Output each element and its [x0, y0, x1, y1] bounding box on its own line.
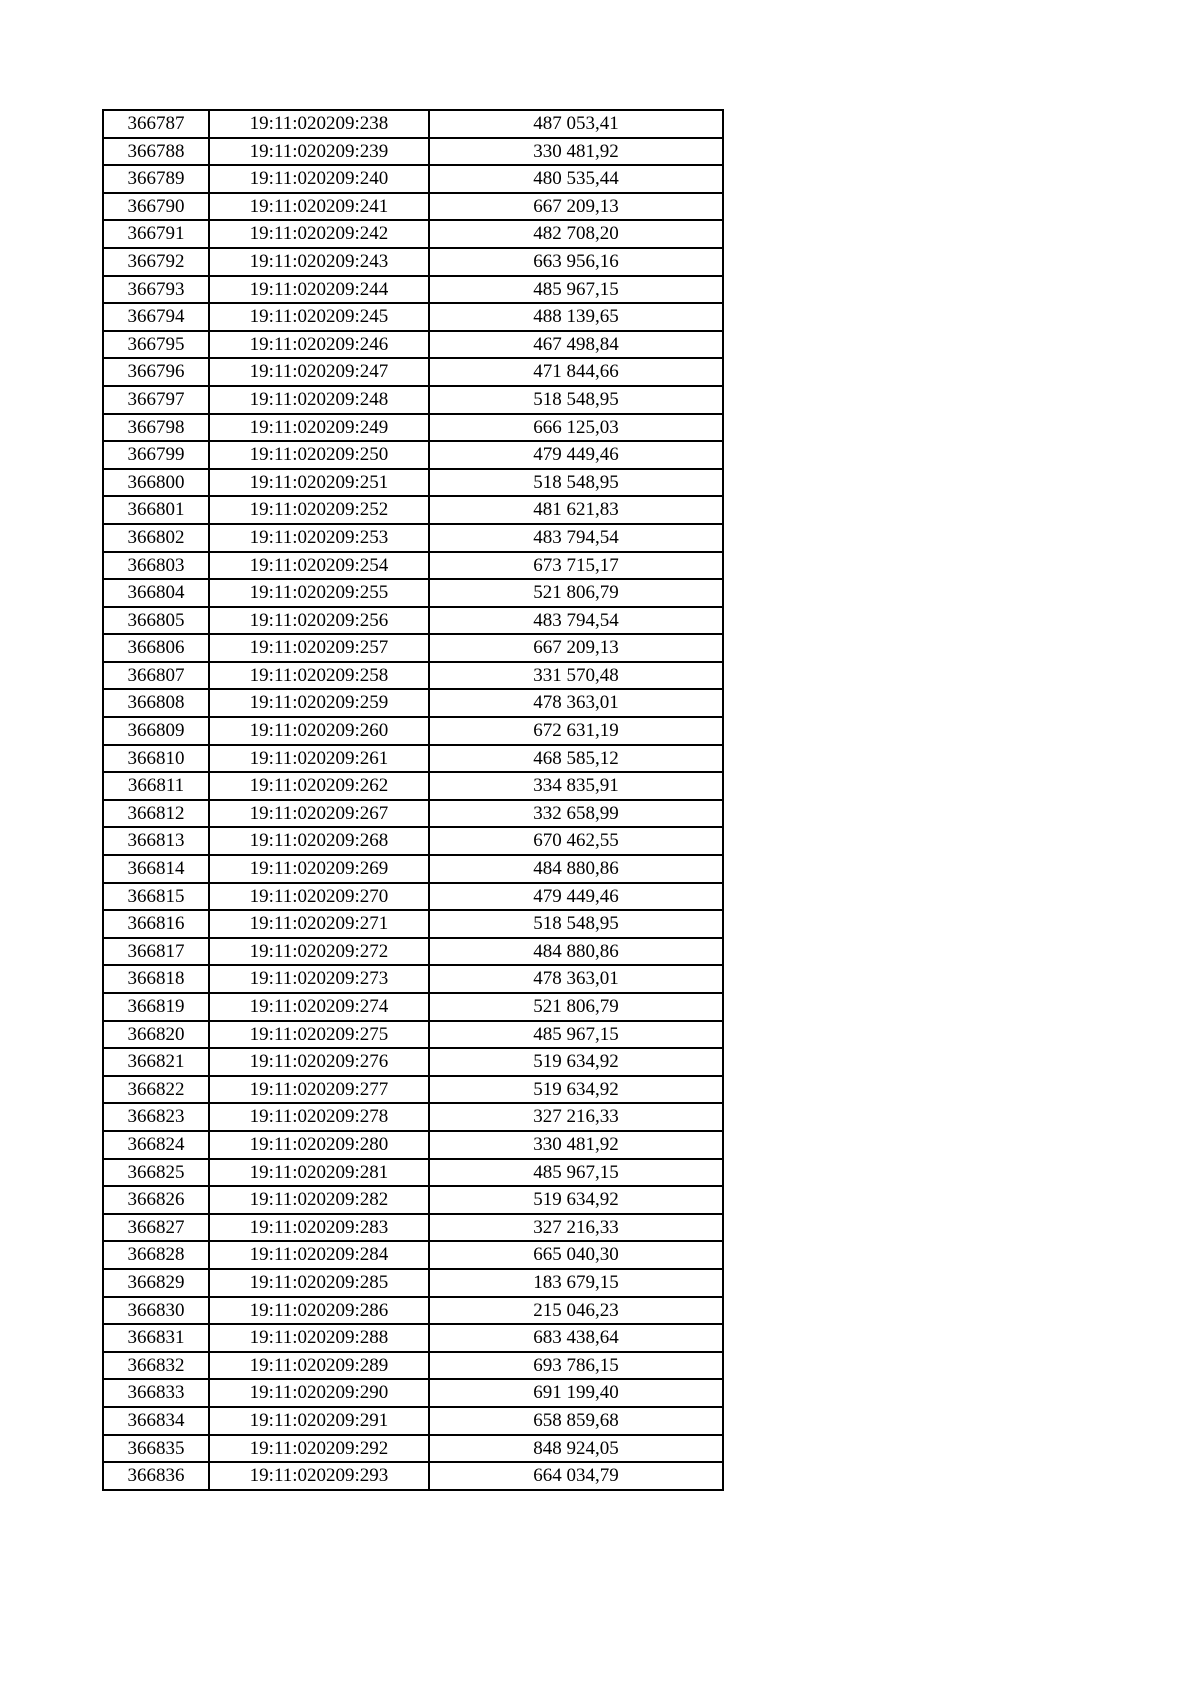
amount-cell: 518 548,95 — [429, 469, 723, 497]
table-row — [103, 1159, 723, 1187]
table-row — [103, 1021, 723, 1049]
amount-cell: 666 125,03 — [429, 414, 723, 442]
cadastral-number-cell: 19:11:020209:293 — [209, 1462, 429, 1490]
row-id-cell: 366807 — [103, 662, 209, 690]
amount-cell: 665 040,30 — [429, 1241, 723, 1269]
amount-cell: 334 835,91 — [429, 772, 723, 800]
table-row — [103, 331, 723, 359]
row-id-cell: 366788 — [103, 138, 209, 166]
amount-cell: 332 658,99 — [429, 800, 723, 828]
cadastral-number-cell: 19:11:020209:285 — [209, 1269, 429, 1297]
amount-cell: 519 634,92 — [429, 1048, 723, 1076]
cadastral-number-cell: 19:11:020209:268 — [209, 827, 429, 855]
amount-cell: 215 046,23 — [429, 1297, 723, 1325]
amount-cell: 479 449,46 — [429, 883, 723, 911]
cadastral-number-cell: 19:11:020209:259 — [209, 689, 429, 717]
table-row — [103, 552, 723, 580]
cadastral-number-cell: 19:11:020209:274 — [209, 993, 429, 1021]
amount-cell: 481 621,83 — [429, 496, 723, 524]
table-row — [103, 358, 723, 386]
row-id-cell: 366814 — [103, 855, 209, 883]
row-id-cell: 366819 — [103, 993, 209, 1021]
row-id-cell: 366817 — [103, 938, 209, 966]
table-row — [103, 303, 723, 331]
cadastral-number-cell: 19:11:020209:275 — [209, 1021, 429, 1049]
table-row — [103, 883, 723, 911]
table-row — [103, 1269, 723, 1297]
table-row — [103, 607, 723, 635]
amount-cell: 467 498,84 — [429, 331, 723, 359]
amount-cell: 521 806,79 — [429, 579, 723, 607]
row-id-cell: 366791 — [103, 220, 209, 248]
row-id-cell: 366794 — [103, 303, 209, 331]
cadastral-number-cell: 19:11:020209:241 — [209, 193, 429, 221]
row-id-cell: 366832 — [103, 1352, 209, 1380]
row-id-cell: 366822 — [103, 1076, 209, 1104]
amount-cell: 683 438,64 — [429, 1324, 723, 1352]
amount-cell: 518 548,95 — [429, 386, 723, 414]
row-id-cell: 366797 — [103, 386, 209, 414]
cadastral-number-cell: 19:11:020209:292 — [209, 1435, 429, 1463]
row-id-cell: 366831 — [103, 1324, 209, 1352]
row-id-cell: 366827 — [103, 1214, 209, 1242]
row-id-cell: 366818 — [103, 965, 209, 993]
cadastral-number-cell: 19:11:020209:242 — [209, 220, 429, 248]
table-row — [103, 165, 723, 193]
row-id-cell: 366806 — [103, 634, 209, 662]
row-id-cell: 366813 — [103, 827, 209, 855]
amount-cell: 670 462,55 — [429, 827, 723, 855]
amount-cell: 693 786,15 — [429, 1352, 723, 1380]
row-id-cell: 366828 — [103, 1241, 209, 1269]
table-row — [103, 1462, 723, 1490]
row-id-cell: 366812 — [103, 800, 209, 828]
table-row — [103, 469, 723, 497]
cadastral-number-cell: 19:11:020209:258 — [209, 662, 429, 690]
table-row — [103, 1407, 723, 1435]
cadastral-number-cell: 19:11:020209:247 — [209, 358, 429, 386]
cadastral-number-cell: 19:11:020209:239 — [209, 138, 429, 166]
cadastral-number-cell: 19:11:020209:273 — [209, 965, 429, 993]
cadastral-number-cell: 19:11:020209:288 — [209, 1324, 429, 1352]
table-row — [103, 110, 723, 138]
table-row — [103, 1048, 723, 1076]
amount-cell: 331 570,48 — [429, 662, 723, 690]
cadastral-number-cell: 19:11:020209:280 — [209, 1131, 429, 1159]
cadastral-number-cell: 19:11:020209:255 — [209, 579, 429, 607]
amount-cell: 485 967,15 — [429, 1021, 723, 1049]
row-id-cell: 366823 — [103, 1103, 209, 1131]
cadastral-number-cell: 19:11:020209:270 — [209, 883, 429, 911]
row-id-cell: 366790 — [103, 193, 209, 221]
cadastral-number-cell: 19:11:020209:240 — [209, 165, 429, 193]
row-id-cell: 366816 — [103, 910, 209, 938]
table-row — [103, 1379, 723, 1407]
cadastral-number-cell: 19:11:020209:253 — [209, 524, 429, 552]
amount-cell: 485 967,15 — [429, 1159, 723, 1187]
cadastral-number-cell: 19:11:020209:284 — [209, 1241, 429, 1269]
cadastral-number-cell: 19:11:020209:283 — [209, 1214, 429, 1242]
amount-cell: 658 859,68 — [429, 1407, 723, 1435]
table-row — [103, 634, 723, 662]
amount-cell: 330 481,92 — [429, 138, 723, 166]
row-id-cell: 366796 — [103, 358, 209, 386]
amount-cell: 848 924,05 — [429, 1435, 723, 1463]
cadastral-number-cell: 19:11:020209:289 — [209, 1352, 429, 1380]
cadastral-number-cell: 19:11:020209:244 — [209, 276, 429, 304]
table-row — [103, 276, 723, 304]
amount-cell: 483 794,54 — [429, 607, 723, 635]
cadastral-number-cell: 19:11:020209:267 — [209, 800, 429, 828]
table-row — [103, 1103, 723, 1131]
row-id-cell: 366787 — [103, 110, 209, 138]
row-id-cell: 366799 — [103, 441, 209, 469]
row-id-cell: 366835 — [103, 1435, 209, 1463]
row-id-cell: 366804 — [103, 579, 209, 607]
table-row — [103, 827, 723, 855]
table-row — [103, 1297, 723, 1325]
row-id-cell: 366792 — [103, 248, 209, 276]
table-row — [103, 662, 723, 690]
table-row — [103, 910, 723, 938]
cadastral-number-cell: 19:11:020209:281 — [209, 1159, 429, 1187]
cadastral-number-cell: 19:11:020209:271 — [209, 910, 429, 938]
table-row — [103, 386, 723, 414]
row-id-cell: 366829 — [103, 1269, 209, 1297]
cadastral-number-cell: 19:11:020209:291 — [209, 1407, 429, 1435]
row-id-cell: 366801 — [103, 496, 209, 524]
amount-cell: 484 880,86 — [429, 938, 723, 966]
row-id-cell: 366830 — [103, 1297, 209, 1325]
row-id-cell: 366833 — [103, 1379, 209, 1407]
row-id-cell: 366815 — [103, 883, 209, 911]
cadastral-number-cell: 19:11:020209:248 — [209, 386, 429, 414]
row-id-cell: 366793 — [103, 276, 209, 304]
amount-cell: 672 631,19 — [429, 717, 723, 745]
cadastral-number-cell: 19:11:020209:252 — [209, 496, 429, 524]
table-row — [103, 800, 723, 828]
amount-cell: 482 708,20 — [429, 220, 723, 248]
amount-cell: 471 844,66 — [429, 358, 723, 386]
amount-cell: 519 634,92 — [429, 1076, 723, 1104]
amount-cell: 480 535,44 — [429, 165, 723, 193]
table-row — [103, 993, 723, 1021]
row-id-cell: 366798 — [103, 414, 209, 442]
amount-cell: 691 199,40 — [429, 1379, 723, 1407]
amount-cell: 484 880,86 — [429, 855, 723, 883]
cadastral-number-cell: 19:11:020209:282 — [209, 1186, 429, 1214]
table-row — [103, 938, 723, 966]
data-table — [102, 109, 724, 1491]
amount-cell: 483 794,54 — [429, 524, 723, 552]
row-id-cell: 366836 — [103, 1462, 209, 1490]
table-row — [103, 1186, 723, 1214]
amount-cell: 327 216,33 — [429, 1103, 723, 1131]
row-id-cell: 366821 — [103, 1048, 209, 1076]
amount-cell: 663 956,16 — [429, 248, 723, 276]
table-row — [103, 1076, 723, 1104]
table-row — [103, 745, 723, 773]
cadastral-number-cell: 19:11:020209:272 — [209, 938, 429, 966]
cadastral-number-cell: 19:11:020209:254 — [209, 552, 429, 580]
amount-cell: 485 967,15 — [429, 276, 723, 304]
row-id-cell: 366808 — [103, 689, 209, 717]
row-id-cell: 366809 — [103, 717, 209, 745]
cadastral-number-cell: 19:11:020209:251 — [209, 469, 429, 497]
row-id-cell: 366834 — [103, 1407, 209, 1435]
cadastral-number-cell: 19:11:020209:246 — [209, 331, 429, 359]
table-row — [103, 193, 723, 221]
table-row — [103, 220, 723, 248]
row-id-cell: 366825 — [103, 1159, 209, 1187]
row-id-cell: 366789 — [103, 165, 209, 193]
row-id-cell: 366803 — [103, 552, 209, 580]
table-row — [103, 1241, 723, 1269]
amount-cell: 478 363,01 — [429, 689, 723, 717]
amount-cell: 479 449,46 — [429, 441, 723, 469]
cadastral-number-cell: 19:11:020209:245 — [209, 303, 429, 331]
table-row — [103, 414, 723, 442]
table-row — [103, 717, 723, 745]
cadastral-number-cell: 19:11:020209:278 — [209, 1103, 429, 1131]
cadastral-number-cell: 19:11:020209:290 — [209, 1379, 429, 1407]
table-row — [103, 248, 723, 276]
table-row — [103, 441, 723, 469]
table-row — [103, 524, 723, 552]
table-row — [103, 772, 723, 800]
table-row — [103, 579, 723, 607]
table-row — [103, 1131, 723, 1159]
cadastral-number-cell: 19:11:020209:257 — [209, 634, 429, 662]
cadastral-number-cell: 19:11:020209:277 — [209, 1076, 429, 1104]
amount-cell: 468 585,12 — [429, 745, 723, 773]
amount-cell: 673 715,17 — [429, 552, 723, 580]
amount-cell: 519 634,92 — [429, 1186, 723, 1214]
row-id-cell: 366795 — [103, 331, 209, 359]
cadastral-number-cell: 19:11:020209:250 — [209, 441, 429, 469]
amount-cell: 327 216,33 — [429, 1214, 723, 1242]
amount-cell: 183 679,15 — [429, 1269, 723, 1297]
row-id-cell: 366820 — [103, 1021, 209, 1049]
table-row — [103, 496, 723, 524]
amount-cell: 488 139,65 — [429, 303, 723, 331]
row-id-cell: 366811 — [103, 772, 209, 800]
row-id-cell: 366805 — [103, 607, 209, 635]
cadastral-number-cell: 19:11:020209:262 — [209, 772, 429, 800]
row-id-cell: 366810 — [103, 745, 209, 773]
amount-cell: 664 034,79 — [429, 1462, 723, 1490]
row-id-cell: 366824 — [103, 1131, 209, 1159]
amount-cell: 487 053,41 — [429, 110, 723, 138]
amount-cell: 330 481,92 — [429, 1131, 723, 1159]
cadastral-number-cell: 19:11:020209:261 — [209, 745, 429, 773]
table-row — [103, 138, 723, 166]
amount-cell: 667 209,13 — [429, 634, 723, 662]
amount-cell: 521 806,79 — [429, 993, 723, 1021]
cadastral-number-cell: 19:11:020209:249 — [209, 414, 429, 442]
table-row — [103, 1214, 723, 1242]
amount-cell: 518 548,95 — [429, 910, 723, 938]
table-row — [103, 1352, 723, 1380]
table-row — [103, 1435, 723, 1463]
row-id-cell: 366802 — [103, 524, 209, 552]
row-id-cell: 366800 — [103, 469, 209, 497]
cadastral-number-cell: 19:11:020209:238 — [209, 110, 429, 138]
cadastral-number-cell: 19:11:020209:260 — [209, 717, 429, 745]
cadastral-number-cell: 19:11:020209:243 — [209, 248, 429, 276]
amount-cell: 478 363,01 — [429, 965, 723, 993]
table-row — [103, 689, 723, 717]
cadastral-number-cell: 19:11:020209:256 — [209, 607, 429, 635]
table-row — [103, 965, 723, 993]
table-body — [103, 110, 723, 1490]
cadastral-number-cell: 19:11:020209:269 — [209, 855, 429, 883]
cadastral-number-cell: 19:11:020209:286 — [209, 1297, 429, 1325]
row-id-cell: 366826 — [103, 1186, 209, 1214]
amount-cell: 667 209,13 — [429, 193, 723, 221]
table-row — [103, 1324, 723, 1352]
table-row — [103, 855, 723, 883]
cadastral-number-cell: 19:11:020209:276 — [209, 1048, 429, 1076]
